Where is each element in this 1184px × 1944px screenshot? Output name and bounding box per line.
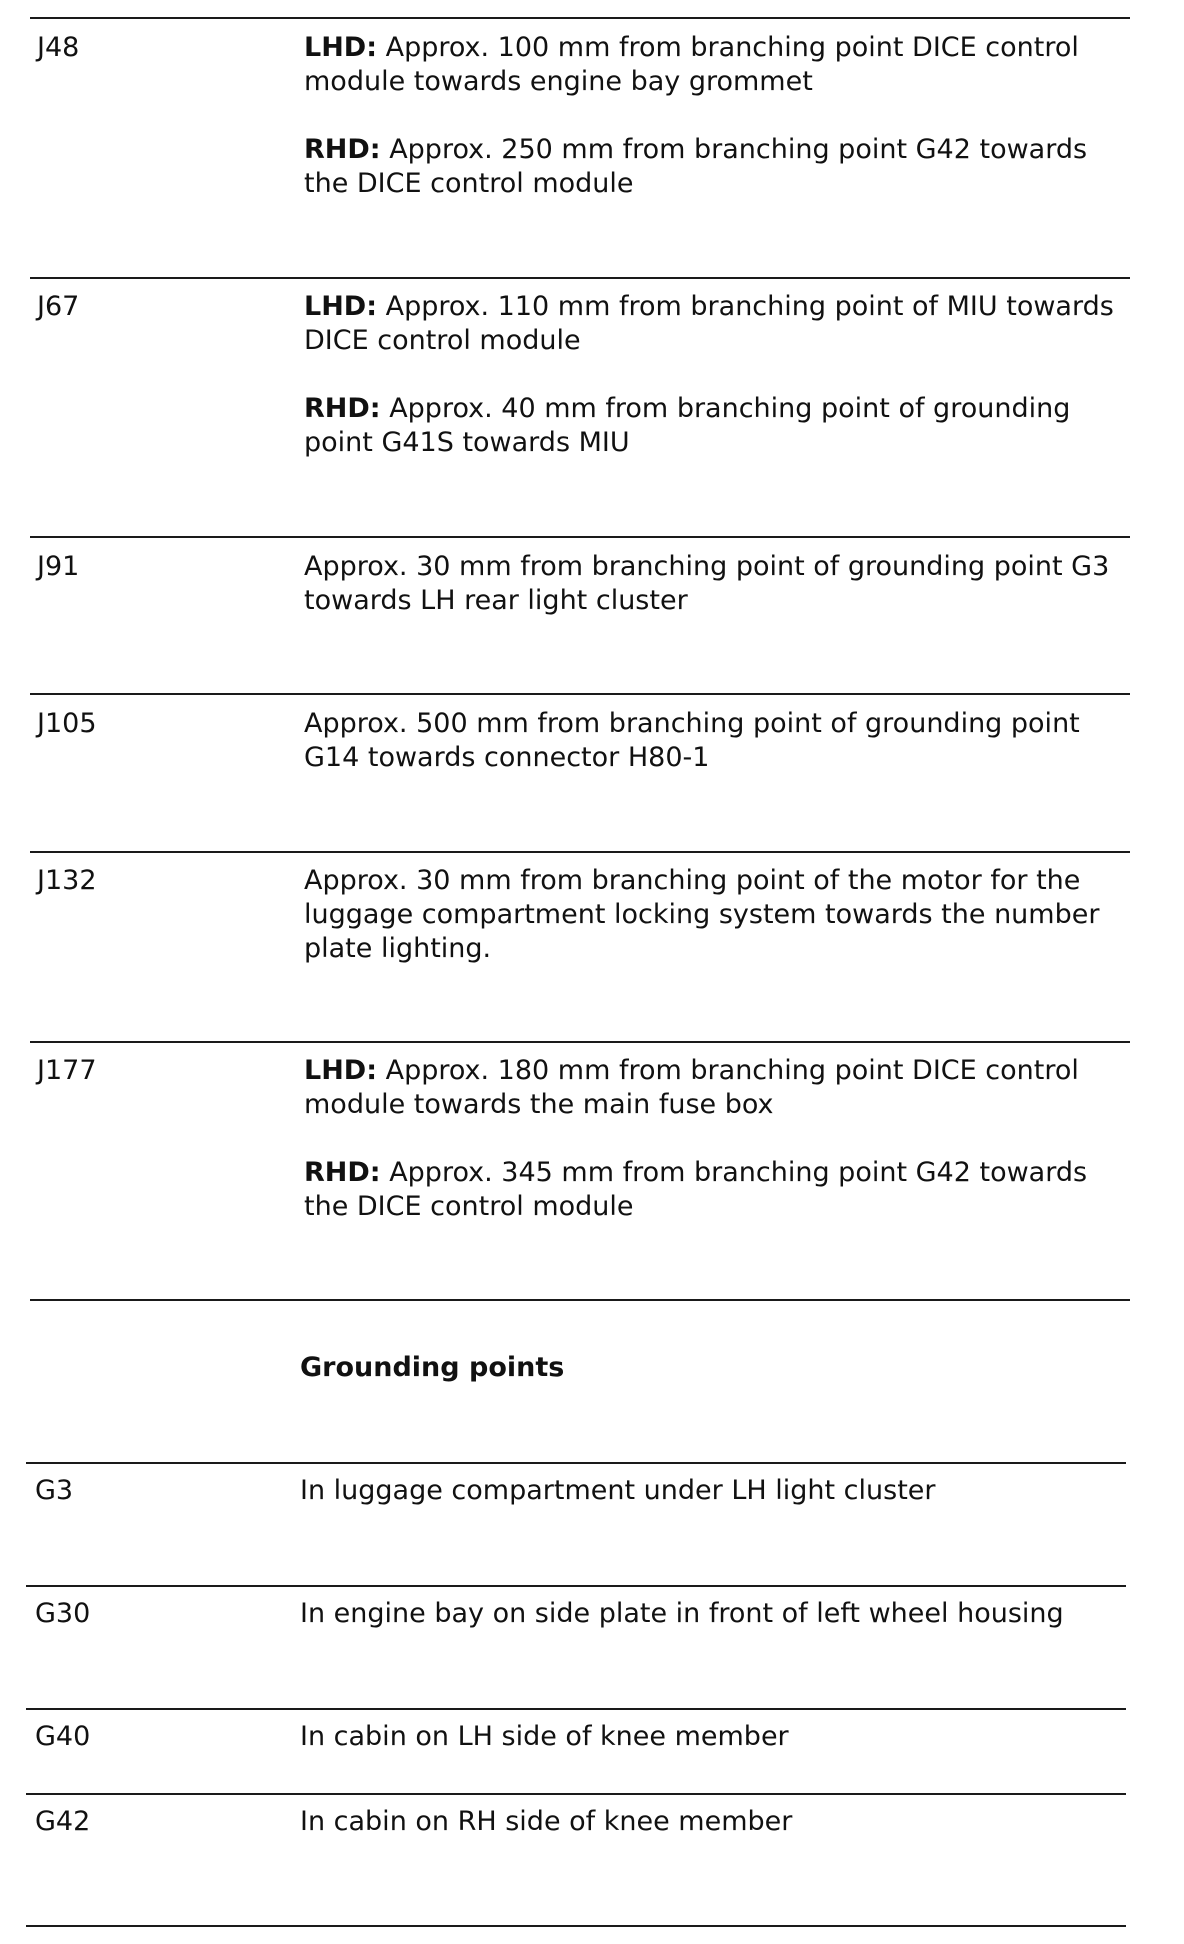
lhd-text: Approx. 180 mm from branching point DICE control module towards the main fuse box (304, 1055, 1079, 1120)
row-divider (30, 277, 1130, 279)
junction-description (304, 31, 1134, 201)
note-text: Approx. 30 mm from branching point of the motor for the luggage compartment locking system towards the number plate lighting. (304, 865, 1100, 964)
junction-description (304, 1054, 1134, 1224)
lhd-text: Approx. 110 mm from branching point of MIU towards DICE control module (304, 291, 1114, 356)
row-divider (26, 1462, 1126, 1464)
junction-note (304, 864, 1134, 966)
junction-code: J132 (37, 865, 97, 896)
row-divider (26, 1925, 1126, 1927)
section-heading: Grounding points (300, 1352, 565, 1383)
junction-code: J105 (37, 708, 97, 739)
junction-lhd-note (304, 31, 1134, 99)
grounding-description: In luggage compartment under LH light cluster (300, 1475, 936, 1506)
lhd-text: Approx. 100 mm from branching point DICE control module towards engine bay grommet (304, 32, 1079, 97)
note-text: Approx. 30 mm from branching point of grounding point G3 towards LH rear light cluster (304, 551, 1110, 616)
row-divider (30, 1041, 1130, 1043)
row-divider (26, 1585, 1126, 1587)
junction-lhd-note (304, 290, 1134, 358)
section-divider (30, 1299, 1130, 1301)
junction-description (304, 550, 1134, 618)
rhd-text: Approx. 250 mm from branching point G42 towards the DICE control module (304, 134, 1088, 199)
lhd-label: LHD: (304, 291, 378, 322)
junction-note (304, 550, 1134, 618)
junction-code: J48 (37, 32, 80, 63)
grounding-code: G40 (35, 1721, 91, 1752)
junction-rhd-note (304, 1156, 1134, 1224)
grounding-code: G30 (35, 1598, 91, 1629)
row-divider (26, 1793, 1126, 1795)
note-text: Approx. 500 mm from branching point of grounding point G14 towards connector H80-1 (304, 708, 1080, 773)
row-divider (30, 693, 1130, 695)
grounding-description: In engine bay on side plate in front of left wheel housing (300, 1598, 1064, 1629)
rhd-label: RHD: (304, 134, 381, 165)
rhd-text: Approx. 345 mm from branching point G42 towards the DICE control module (304, 1157, 1088, 1222)
rhd-text: Approx. 40 mm from branching point of grounding point G41S towards MIU (304, 393, 1071, 458)
junction-description (304, 707, 1134, 775)
grounding-description: In cabin on RH side of knee member (300, 1806, 793, 1837)
junction-description (304, 290, 1134, 460)
rhd-label: RHD: (304, 1157, 381, 1188)
lhd-label: LHD: (304, 1055, 378, 1086)
junction-code: J67 (37, 291, 80, 322)
rhd-label: RHD: (304, 393, 381, 424)
junction-note (304, 707, 1134, 775)
grounding-code: G3 (35, 1475, 74, 1506)
junction-lhd-note (304, 1054, 1134, 1122)
junction-code: J91 (37, 551, 80, 582)
lhd-label: LHD: (304, 32, 378, 63)
row-divider (26, 1708, 1126, 1710)
junction-rhd-note (304, 392, 1134, 460)
junction-rhd-note (304, 133, 1134, 201)
grounding-description: In cabin on LH side of knee member (300, 1721, 789, 1752)
junction-code: J177 (37, 1055, 97, 1086)
junction-description (304, 864, 1134, 966)
row-divider (30, 536, 1130, 538)
grounding-code: G42 (35, 1806, 91, 1837)
row-divider (30, 17, 1130, 19)
row-divider (30, 851, 1130, 853)
